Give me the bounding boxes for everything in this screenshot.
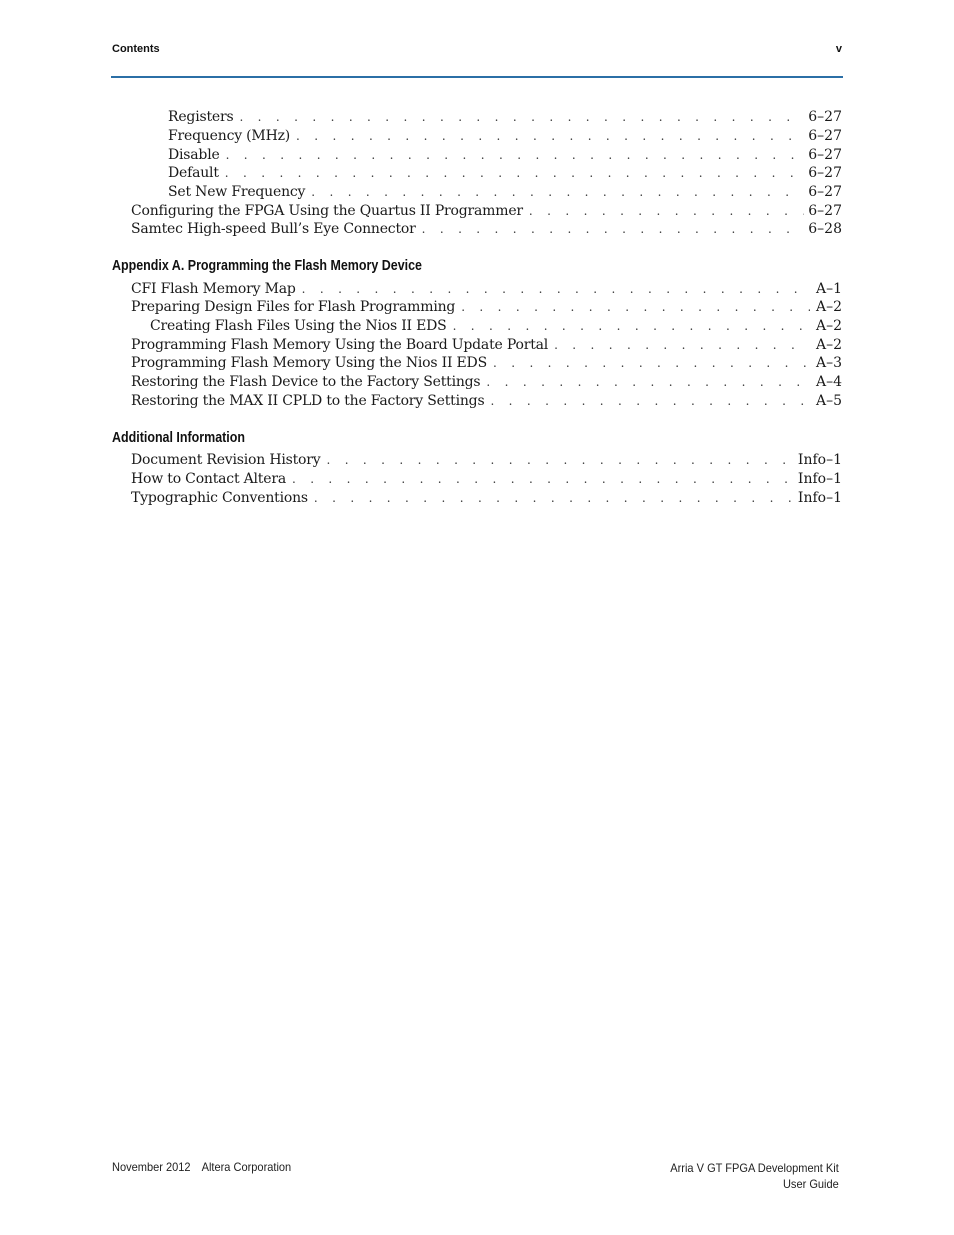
toc-entry-restoring-flash-device[interactable] — [131, 373, 842, 392]
footer-publication-info — [112, 1160, 291, 1174]
header-divider — [111, 76, 843, 78]
toc-entry-board-update-portal[interactable] — [131, 336, 842, 355]
toc-entry-label: Programming Flash Memory Using the Nios II EDS — [131, 355, 487, 371]
dot-leader — [296, 127, 804, 146]
toc-entry-document-revision-history[interactable] — [131, 451, 842, 470]
dot-leader — [314, 489, 794, 508]
toc-entry-page: A–5 — [815, 393, 842, 409]
toc-entry-page: Info–1 — [797, 452, 842, 468]
toc-entry-label: Programming Flash Memory Using the Board Update Portal — [131, 337, 549, 353]
toc-entry-page: 6–27 — [808, 109, 842, 125]
toc-entry-disable[interactable] — [168, 146, 842, 165]
toc-entry-restoring-max-ii-cpld[interactable] — [131, 392, 842, 411]
toc-entry-label: Restoring the Flash Device to the Factory Settings — [131, 374, 481, 390]
toc-entry-creating-flash-files[interactable] — [150, 317, 842, 336]
toc-entry-page: Info–1 — [797, 471, 842, 487]
header-page-number: v — [835, 43, 842, 55]
dot-leader — [453, 317, 810, 336]
dot-leader — [490, 392, 810, 411]
toc-entry-label: Samtec High-speed Bull’s Eye Connector — [131, 221, 416, 237]
footer-date: November 2012 — [112, 1160, 191, 1174]
dot-leader — [554, 336, 810, 355]
footer-company: Altera Corporation — [201, 1160, 292, 1174]
additional-info-heading[interactable]: Additional Information — [112, 430, 246, 446]
dot-leader — [226, 146, 805, 165]
toc-entry-set-new-frequency[interactable] — [168, 183, 842, 202]
toc-entry-page: A–2 — [815, 318, 842, 334]
toc-entry-registers[interactable] — [168, 108, 842, 127]
toc-entry-label: Preparing Design Files for Flash Programming — [131, 299, 456, 315]
dot-leader — [292, 470, 794, 489]
toc-entry-samtec-connector[interactable] — [131, 220, 842, 239]
toc-entry-typographic-conventions[interactable] — [131, 489, 842, 508]
toc-entry-label: CFI Flash Memory Map — [131, 281, 296, 297]
toc-entry-page: A–4 — [815, 374, 842, 390]
footer-title-line-1: Arria V GT FPGA Development Kit — [670, 1161, 839, 1175]
dot-leader — [461, 298, 810, 317]
toc-entry-programming-nios-ii-eds[interactable] — [131, 354, 842, 373]
toc-entry-page: 6–27 — [808, 184, 842, 200]
toc-entry-page: 6–27 — [808, 128, 842, 144]
toc-entry-page: Info–1 — [797, 490, 842, 506]
footer-document-title — [670, 1160, 839, 1192]
toc-entry-how-to-contact-altera[interactable] — [131, 470, 842, 489]
toc-entry-default[interactable] — [168, 164, 842, 183]
toc-entry-label: Document Revision History — [131, 452, 321, 468]
toc-entry-page: 6–27 — [808, 203, 842, 219]
dot-leader — [529, 202, 804, 221]
dot-leader — [493, 354, 810, 373]
header-section-title: Contents — [112, 43, 160, 55]
toc-entry-page: A–2 — [815, 299, 842, 315]
toc-entry-configuring-fpga[interactable] — [131, 202, 842, 221]
running-header — [112, 43, 842, 55]
toc-entry-label: Disable — [168, 147, 220, 163]
toc-entry-label: Typographic Conventions — [131, 490, 308, 506]
dot-leader — [302, 280, 810, 299]
toc-entry-label: Configuring the FPGA Using the Quartus II Programmer — [131, 203, 523, 219]
dot-leader — [225, 164, 805, 183]
dot-leader — [311, 183, 804, 202]
toc-entry-label: How to Contact Altera — [131, 471, 286, 487]
dot-leader — [422, 220, 805, 239]
toc-entry-page: 6–27 — [808, 165, 842, 181]
dot-leader — [239, 108, 804, 127]
toc-entry-page: A–2 — [815, 337, 842, 353]
toc-entry-page: A–1 — [815, 281, 842, 297]
toc-entry-label: Set New Frequency — [168, 184, 306, 200]
footer-title-line-2: User Guide — [782, 1177, 839, 1191]
toc-entry-page: 6–27 — [808, 147, 842, 163]
toc-entry-label: Restoring the MAX II CPLD to the Factory Settings — [131, 393, 485, 409]
toc-entry-label: Frequency (MHz) — [168, 128, 291, 144]
appendix-a-heading[interactable]: Appendix A. Programming the Flash Memory Device — [112, 258, 422, 274]
toc-entry-page: 6–28 — [808, 221, 842, 237]
toc-entry-page: A–3 — [815, 355, 842, 371]
toc-entry-frequency[interactable] — [168, 127, 842, 146]
dot-leader — [326, 451, 793, 470]
toc-entry-label: Default — [168, 165, 219, 181]
dot-leader — [486, 373, 810, 392]
toc-entry-label: Registers — [168, 109, 234, 125]
toc-entry-cfi-flash-memory-map[interactable] — [131, 280, 842, 299]
toc-entry-preparing-design-files[interactable] — [131, 298, 842, 317]
toc-entry-label: Creating Flash Files Using the Nios II EDS — [150, 318, 447, 334]
